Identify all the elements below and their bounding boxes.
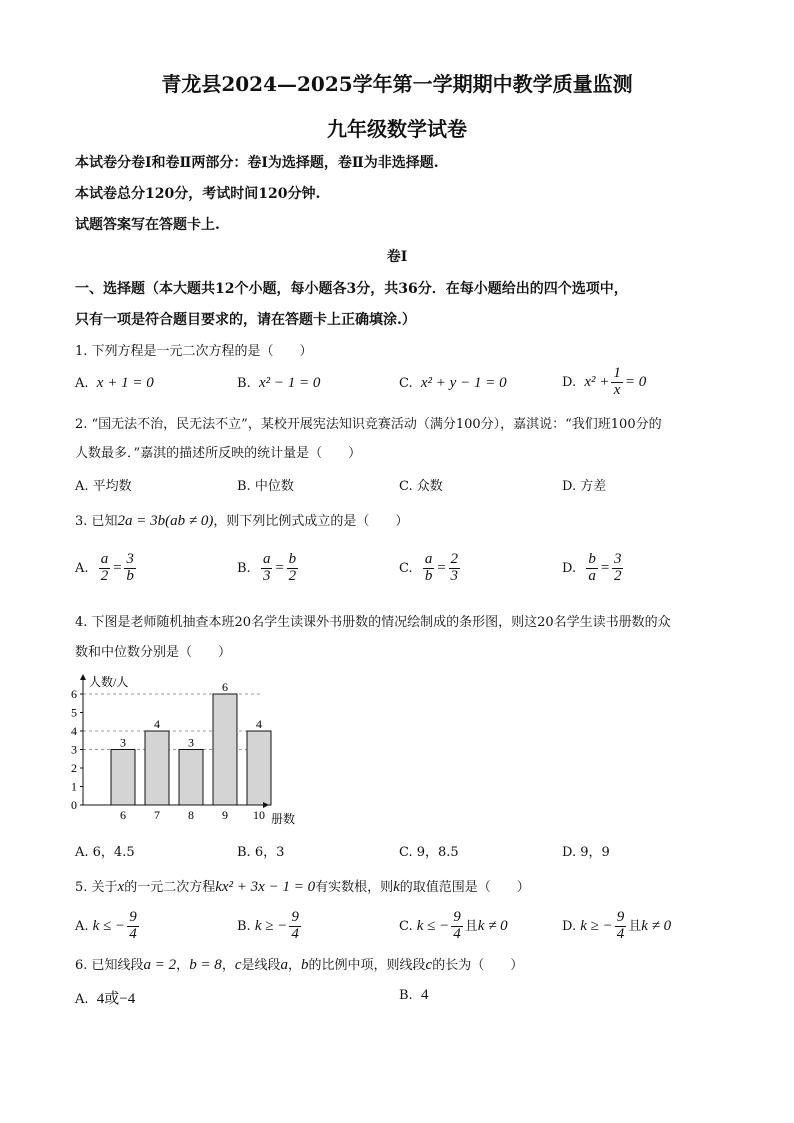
x-tick-label-9: 9 <box>222 808 228 822</box>
q2-stem-line2: 人数最多．”嘉淇的描述所反映的统计量是（ ） <box>75 446 362 461</box>
q3-stem <box>75 510 408 530</box>
exam-title: 青龙县2024—2025学年第一学期期中教学质量监测 <box>161 72 633 96</box>
instruction-3: 试题答案写在答题卡上. <box>75 217 220 233</box>
q5-a-frac: $\frac{9}{4}$ <box>129 909 137 942</box>
q4-stem-line1: 4. 下图是老师随机抽查本班20名学生读课外书册数的情况绘制成的条形图，则这20名学生读书册数的众 <box>75 615 671 630</box>
section-heading-line1: 一、选择题（本大题共12个小题，每小题各3分，共36分．在每小题给出的四个选项中， <box>75 281 628 297</box>
q3-option-b: B. $\frac{a}{3}$ = $\frac{b}{2}$ <box>237 551 297 584</box>
q3-b-frac2: $\frac{b}{2}$ <box>288 551 297 584</box>
y-tick-label-2: 2 <box>71 761 77 775</box>
q5-stem: 5. 关于x的一元二次方程kx² + 3x − 1 = 0有实数根，则k的取值范围是（ ） <box>75 879 530 895</box>
q4-option-d: D. 9，9 <box>562 845 610 860</box>
y-axis-arrow <box>80 674 86 680</box>
x-tick-label-8: 8 <box>188 808 194 822</box>
q1-d-label: D. <box>562 374 577 390</box>
q1-stem: 1. 下列方程是一元二次方程的是（ ） <box>75 344 313 359</box>
section-label: 卷Ⅰ <box>386 249 408 265</box>
bar-6 <box>111 750 135 806</box>
bar-value-label-7: 4 <box>154 717 160 731</box>
bar-10 <box>247 731 271 805</box>
y-tick-label-4: 4 <box>71 724 77 738</box>
q3-stem-math: 2a = 3b(ab ≠ 0) <box>117 513 214 529</box>
q5-option-c: C. k ≤ − $\frac{9}{4}$ 且k ≠ 0 <box>399 909 508 942</box>
q2-option-c: C. 众数 <box>399 479 443 494</box>
q3-a-frac2: $\frac{3}{b}$ <box>126 551 134 584</box>
x-tick-label-10: 10 <box>253 808 265 822</box>
q3-b-frac1: $\frac{a}{3}$ <box>262 551 271 584</box>
q1-d-post: = 0 <box>624 373 647 390</box>
q1-option-d <box>562 366 646 399</box>
x-axis-label: 册数 <box>271 812 296 826</box>
q1-c-label: C. <box>399 376 413 391</box>
q2-option-b: B. 中位数 <box>237 479 294 494</box>
q3-c-frac1: $\frac{a}{b}$ <box>424 551 433 584</box>
q5-option-d: D. k ≥ − $\frac{9}{4}$ 且k ≠ 0 <box>562 909 672 942</box>
bar-value-label-8: 3 <box>188 735 194 750</box>
bar-9 <box>213 694 237 805</box>
q3-a-frac1: $\frac{a}{2}$ <box>100 551 109 584</box>
instruction-2: 本试卷总分120分，考试时间120分钟. <box>75 186 321 202</box>
bar-value-label-6: 3 <box>120 735 126 750</box>
q5-b-frac: $\frac{9}{4}$ <box>291 909 299 942</box>
q3-c-frac2: $\frac{2}{3}$ <box>450 551 459 584</box>
y-tick-label-0: 0 <box>71 798 77 812</box>
q1-option-c <box>399 375 507 392</box>
y-axis-label: 人数/人 <box>89 675 129 689</box>
y-tick-label-6: 6 <box>71 687 77 701</box>
y-tick-label-3: 3 <box>71 742 77 757</box>
bar-value-label-9: 6 <box>222 680 228 694</box>
q1-option-a <box>75 375 154 392</box>
q6-option-a: A. 4或−4 <box>75 991 136 1007</box>
q3-stem-pre: 3. 已知 <box>75 514 118 529</box>
q1-b-expr: x² − 1 = 0 <box>258 375 321 391</box>
q6-option-b: B. 4 <box>399 987 429 1003</box>
q3-option-c: C. $\frac{a}{b}$ = $\frac{2}{3}$ <box>399 551 459 584</box>
q1-a-label: A. <box>75 376 89 391</box>
bar-7 <box>145 731 169 805</box>
bar-value-label-10: 4 <box>256 717 262 731</box>
q4-option-b: B. 6，3 <box>237 845 285 860</box>
q5-d-frac: $\frac{9}{4}$ <box>616 909 625 942</box>
x-tick-label-7: 7 <box>154 808 160 822</box>
instruction-1: 本试卷分卷Ⅰ和卷Ⅱ两部分：卷Ⅰ为选择题，卷Ⅱ为非选择题. <box>75 155 439 171</box>
q1-b-label: B. <box>237 376 251 391</box>
x-tick-label-6: 6 <box>120 808 126 822</box>
q5-c-frac: $\frac{9}{4}$ <box>453 909 461 942</box>
y-tick-label-5: 5 <box>71 705 77 720</box>
q1-c-expr: x² + y − 1 = 0 <box>420 375 507 391</box>
q6-stem: 6. 已知线段a = 2，b = 8，c是线段a，b的比例中项，则线段c的长为（ ） <box>75 957 524 973</box>
q4-option-c: C. 9，8.5 <box>399 845 459 860</box>
q2-option-a: A. 平均数 <box>75 479 132 494</box>
q3-option-d: D. $\frac{b}{a}$ = $\frac{3}{2}$ <box>562 551 622 584</box>
section-heading-line2: 只有一项是符合题目要求的，请在答题卡上正确填涂.） <box>75 312 416 328</box>
q2-option-d: D. 方差 <box>562 479 607 494</box>
exam-subtitle: 九年级数学试卷 <box>327 117 467 141</box>
q4-option-a: A. 6，4.5 <box>75 845 135 860</box>
q1-a-expr: x + 1 = 0 <box>96 375 154 391</box>
q3-d-frac1: $\frac{b}{a}$ <box>588 551 596 584</box>
q3-option-a: A. $\frac{a}{2}$ = $\frac{3}{b}$ <box>75 551 134 584</box>
q3-stem-post: ，则下列比例式成立的是（ ） <box>213 514 409 529</box>
q4-stem-line2: 数和中位数分别是（ ） <box>75 645 232 660</box>
q1-option-b <box>237 375 320 392</box>
q2-stem-line1: 2. “国无法不治，民无法不立”，某校开展宪法知识竞赛活动（满分100分），嘉淇说：“我们班100分的 <box>75 417 662 432</box>
bar-8 <box>179 750 203 806</box>
q3-d-frac2: $\frac{3}{2}$ <box>613 551 622 584</box>
y-tick-label-1: 1 <box>71 779 77 794</box>
q1-d-pre: x² + <box>584 373 610 390</box>
q5-option-b: B. k ≥ − $\frac{9}{4}$ <box>237 909 299 942</box>
q5-option-a: A. k ≤ − $\frac{9}{4}$ <box>75 909 137 942</box>
bar-chart <box>55 668 315 830</box>
q1-d-fraction: $\frac{1}{x}$ <box>613 365 621 398</box>
